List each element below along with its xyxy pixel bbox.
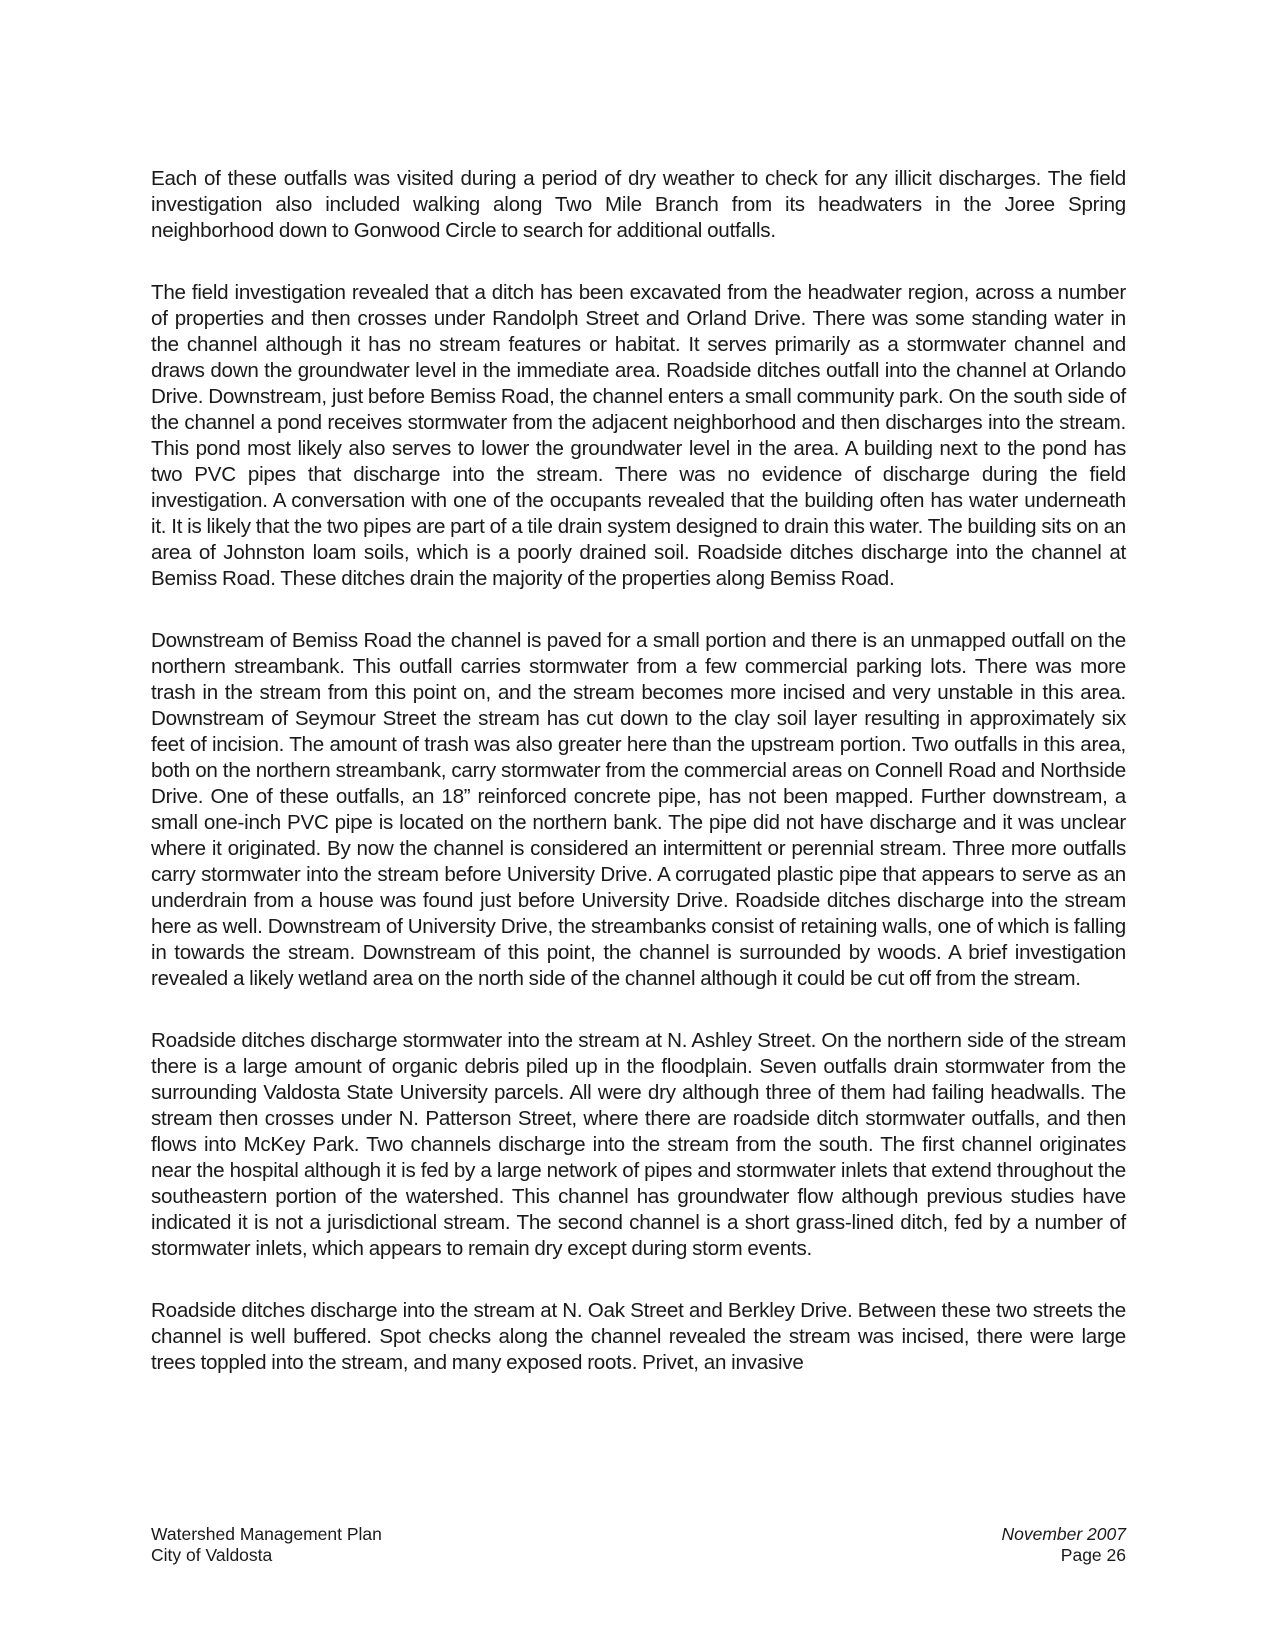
paragraph-3: Downstream of Bemiss Road the channel is paved for a small portion and there is an unmapped outfall on the northern streambank. This outfall carries stormwater from a few commercial parking lots. There was more trash in the stream from this point on, and the stream becomes more incised and very unstable in this area. Downstream of Seymour Street the stream has cut down to the clay soil layer resulting in approximately six feet of incision. The amount of trash was also greater here than the upstream portion. Two outfalls in this area, both on the northern streambank, carry stormwater from the commercial areas on Connell Road and Northside Drive. One of these outfalls, an 18” reinforced concrete pipe, has not been mapped. Further downstream, a small one-inch PVC pipe is located on the northern bank. The pipe did not have discharge and it was unclear where it originated. By now the channel is considered an intermittent or perennial stream. Three more outfalls carry stormwater into the stream before University Drive. A corrugated plastic pipe that appears to serve as an underdrain from a house was found just before University Drive. Roadside ditches discharge into the stream here as well. Downstream of University Drive, the streambanks consist of retaining walls, one of which is falling in towards the stream. Downstream of this point, the channel is surrounded by woods. A brief investigation revealed a likely wetland area on the north side of the channel although it could be cut off from the stream. (151, 629, 1126, 990)
paragraph-2: The field investigation revealed that a ditch has been excavated from the headwater region, across a number of properties and then crosses under Randolph Street and Orland Drive. There was some standing water in the channel although it has no stream features or habitat. It serves primarily as a stormwater channel and draws down the groundwater level in the immediate area. Roadside ditches outfall into the channel at Orlando Drive. Downstream, just before Bemiss Road, the channel enters a small community park. On the south side of the channel a pond receives stormwater from the adjacent neighborhood and then discharges into the stream. This pond most likely also serves to lower the groundwater level in the area. A building next to the pond has two PVC pipes that discharge into the stream. There was no evidence of discharge during the field investigation. A conversation with one of the occupants revealed that the building often has water underneath it. It is likely that the two pipes are part of a tile drain system designed to drain this water. The building sits on an area of Johnston loam soils, which is a poorly drained soil. Roadside ditches discharge into the channel at Bemiss Road. These ditches drain the majority of the properties along Bemiss Road. (151, 281, 1127, 590)
document-body (151, 166, 1126, 1412)
paragraph-4: Roadside ditches discharge stormwater into the stream at N. Ashley Street. On the northern side of the stream there is a large amount of organic debris piled up in the floodplain. Seven outfalls drain stormwater from the surrounding Valdosta State University parcels. All were dry although three of them had failing headwalls. The stream then crosses under N. Patterson Street, where there are roadside ditch stormwater outfalls, and then flows into McKey Park. Two channels discharge into the stream from the south. The first channel originates near the hospital although it is fed by a large network of pipes and stormwater inlets that extend throughout the southeastern portion of the watershed. This channel has groundwater flow although previous studies have indicated it is not a jurisdictional stream. The second channel is a short grass-lined ditch, fed by a number of stormwater inlets, which appears to remain dry except during storm events. (151, 1029, 1126, 1260)
page-footer (151, 1524, 1126, 1566)
footer-left (151, 1524, 382, 1566)
footer-page-number: Page 26 (1060, 1545, 1126, 1565)
paragraph-5: Roadside ditches discharge into the stream at N. Oak Street and Berkley Drive. Between these two streets the channel is well buffered. Spot checks along the channel revealed the stream was incised, there were large trees toppled into the stream, and many exposed roots. Privet, an invasive (151, 1299, 1126, 1374)
paragraph-1: Each of these outfalls was visited during a period of dry weather to check for any illicit discharges. The field investigation also included walking along Two Mile Branch from its headwaters in the Joree Spring neighborhood down to Gonwood Circle to search for additional outfalls. (151, 167, 1126, 242)
footer-right (1001, 1524, 1126, 1566)
footer-date: November 2007 (1001, 1524, 1126, 1544)
footer-document-title: Watershed Management Plan (151, 1524, 382, 1544)
footer-organization: City of Valdosta (151, 1545, 273, 1565)
